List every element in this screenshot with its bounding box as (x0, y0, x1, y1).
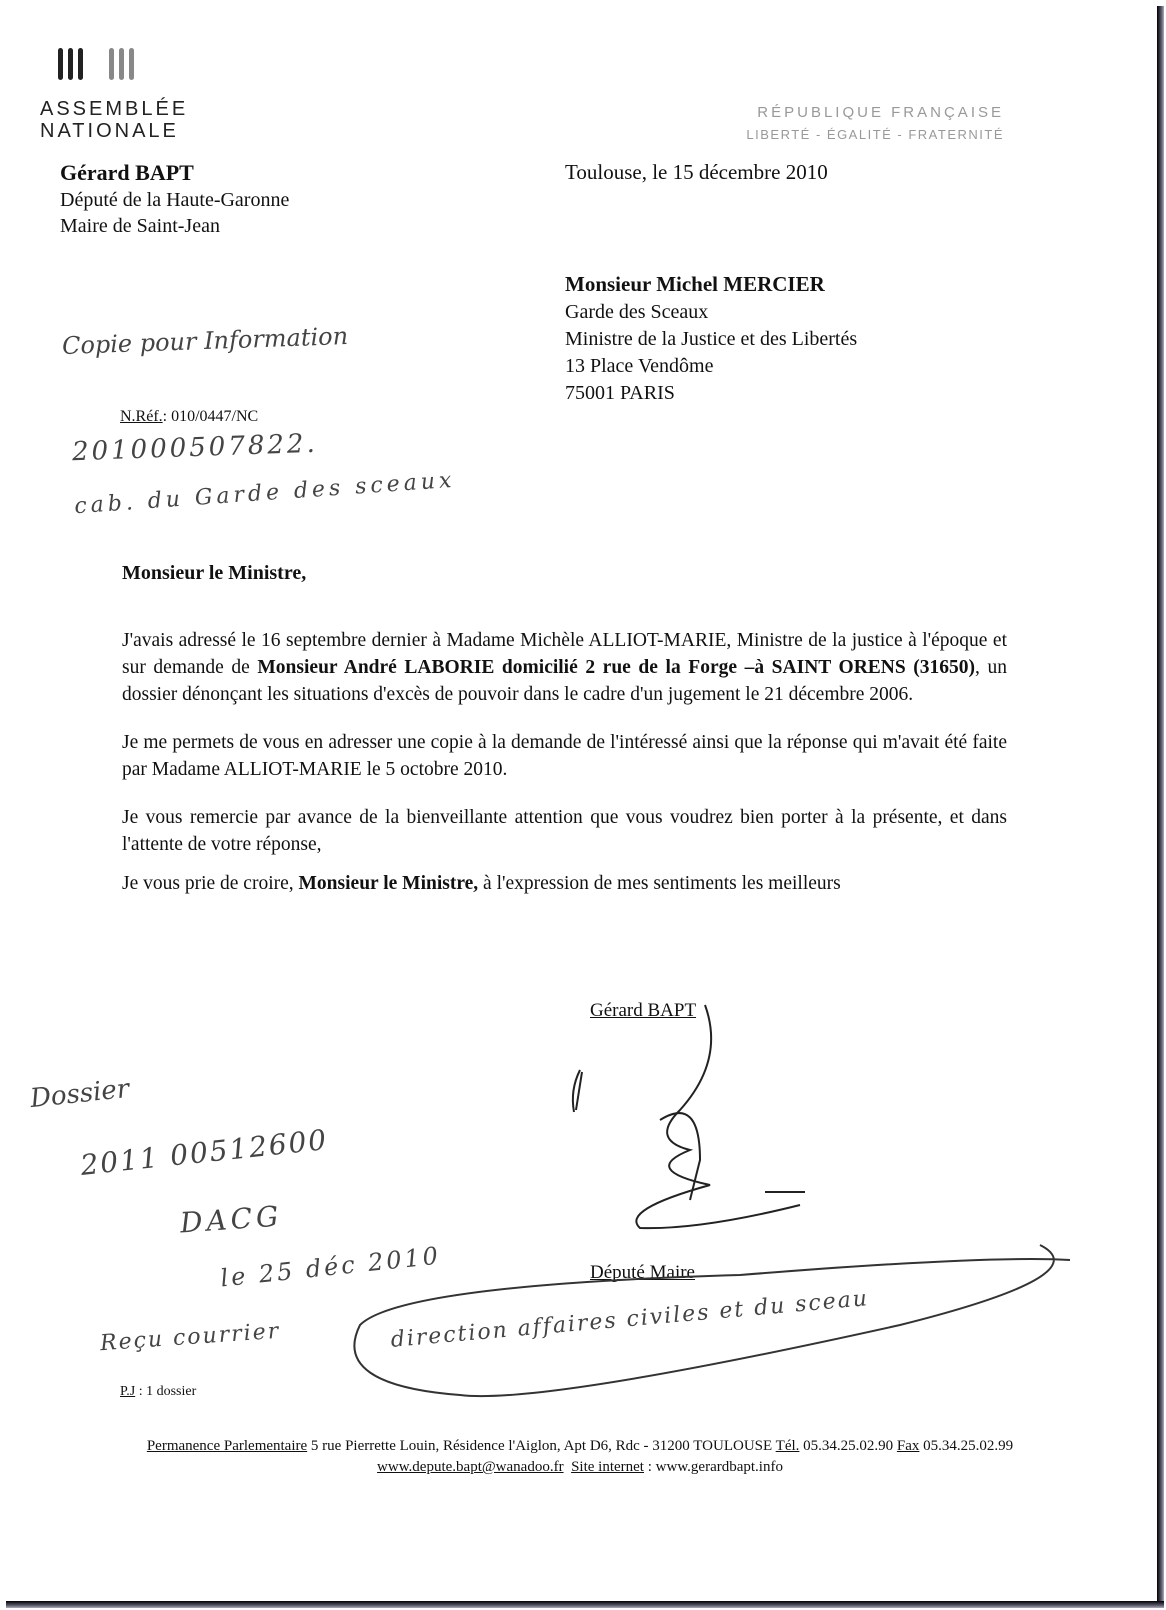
text-bold: Monsieur André LABORIE domicilié 2 rue de la Forge –à SAINT ORENS (31650) (257, 657, 976, 678)
handwritten-copy-note: Copie pour Information (61, 322, 349, 360)
text-bold: Monsieur le Ministre, (298, 873, 479, 894)
handwritten-dacg: DACG (178, 1199, 284, 1240)
republique-motto (742, 102, 1004, 146)
recipient-name: Monsieur Michel MERCIER (565, 272, 825, 296)
letter-date: Toulouse, le 15 décembre 2010 (565, 160, 828, 184)
paragraph: Je me permets de vous en adresser une copie à la demande de l'intéressé ainsi que la réponse qui m'avait été faite par Madame ALLIOT-MARIE le 5 octobre 2010. (122, 732, 1007, 780)
salutation: Monsieur le Ministre, (122, 562, 307, 584)
page-shadow-right (1157, 6, 1164, 1606)
signature-title: Député Maire (590, 1262, 695, 1283)
handwritten-number: 201000507822. (71, 428, 319, 468)
reference-value: : 010/0447/NC (162, 408, 259, 425)
handwritten-direction: direction affaires civiles et du sceau (389, 1286, 870, 1353)
signature-icon (560, 1000, 820, 1250)
sender-role: Maire de Saint-Jean (60, 215, 220, 237)
recipient-line: Garde des Sceaux (565, 301, 709, 323)
recipient-line: Ministre de la Justice et des Libertés (565, 328, 858, 350)
sender-name: Gérard BAPT (60, 160, 194, 185)
tel-value: 05.34.25.02.90 (799, 1438, 897, 1454)
recipient-block (565, 271, 857, 407)
page-shadow-bottom (6, 1601, 1164, 1608)
footer-line1 (60, 1436, 1100, 1457)
sender-role: Député de la Haute-Garonne (60, 189, 290, 211)
fax-label: Fax (896, 1438, 920, 1454)
reference (120, 408, 258, 426)
recipient-line: 13 Place Vendôme (565, 355, 714, 377)
paragraph (122, 627, 1007, 708)
fax-value: 05.34.25.02.99 (919, 1438, 1014, 1454)
assemblee-logo-text (40, 98, 188, 142)
text: Je vous prie de croire, (122, 873, 299, 894)
site-link[interactable]: : www.gerardbapt.info (643, 1459, 783, 1475)
signature-name: Gérard BAPT (590, 1000, 697, 1021)
office-address: 5 rue Pierrette Louin, Résidence l'Aiglon, Apt D6, Rdc - 31200 TOULOUSE (307, 1438, 776, 1454)
assemblee-logo-icon (58, 48, 134, 80)
sender-block (60, 160, 289, 239)
reference-label: N.Réf. (120, 408, 163, 425)
handwritten-cabinet: cab. du Garde des sceaux (73, 467, 457, 520)
office-label: Permanence Parlementaire (146, 1438, 308, 1454)
attachments-label: P.J (120, 1384, 136, 1399)
republic-line1: RÉPUBLIQUE FRANÇAISE (757, 104, 1004, 121)
handwritten-dossier-number: 2011 00512600 (78, 1123, 330, 1182)
republic-line2: LIBERTÉ - ÉGALITÉ - FRATERNITÉ (746, 127, 1004, 142)
letter-body (122, 627, 1007, 918)
text: à l'expression de mes sentiments les meilleurs (478, 873, 841, 894)
text: , un dossier dénonçant les situations d'excès de pouvoir dans le cadre d'un jugement le 21 décembre 2006. (122, 657, 1008, 705)
footer (60, 1436, 1100, 1478)
footer-line2 (60, 1457, 1100, 1478)
attachments-value: : 1 dossier (135, 1384, 197, 1399)
tel-label: Tél. (775, 1438, 800, 1454)
handwritten-dossier: Dossier (28, 1073, 131, 1115)
email-link[interactable]: www.depute.bapt@wanadoo.fr (377, 1459, 564, 1475)
logo-line1: ASSEMBLÉE (40, 98, 189, 120)
paragraph: Je vous remercie par avance de la bienveillante attention que vous voudrez bien porter à la présente, et dans l'attente de votre réponse, (122, 807, 1007, 855)
attachments (120, 1384, 196, 1400)
text: J'avais adressé le 16 septembre dernier à Madame Michèle ALLIOT-MARIE, Ministre de la justice à l'époque et sur demande de (122, 630, 1007, 678)
handwritten-received-date: le 25 déc 2010 (219, 1241, 443, 1293)
logo-line2: NATIONALE (40, 120, 179, 142)
paragraph (122, 870, 1007, 897)
recipient-line: 75001 PARIS (565, 382, 675, 404)
handwritten-received: Reçu courrier (99, 1318, 282, 1357)
site-label: Site internet (571, 1459, 644, 1475)
